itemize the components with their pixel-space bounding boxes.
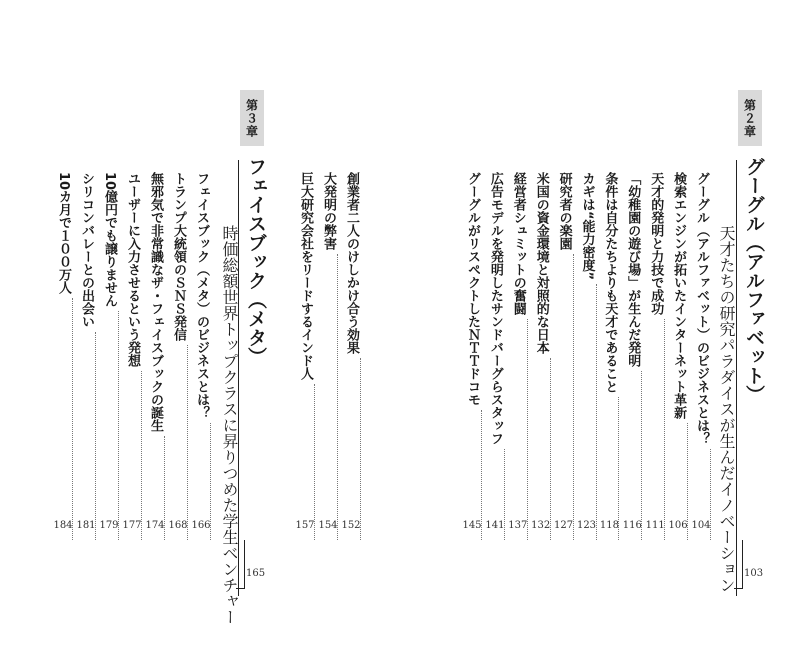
leader-dots <box>100 311 119 540</box>
leader-dots <box>319 254 338 540</box>
toc-entry <box>319 172 338 544</box>
toc-entry <box>100 172 119 544</box>
toc-entry <box>600 172 619 544</box>
toc-entry-label: 10カ月で１００万人 <box>56 172 71 295</box>
toc-entry <box>646 172 665 544</box>
toc-entry <box>486 172 505 544</box>
leader-dots <box>169 345 188 540</box>
toc-page-number: 116 <box>622 520 642 531</box>
toc-entry-label: 10億円でも譲りません <box>102 172 117 308</box>
chapter-2-title: グーグル（アルファベット） <box>743 157 765 404</box>
toc-entry-label: 広告モデルを発明したサンドバーグらスタッフ <box>487 172 503 445</box>
toc-entry <box>146 172 165 544</box>
toc-page-number: 181 <box>76 520 96 531</box>
toc-page-number: 166 <box>191 520 211 531</box>
toc-entry <box>54 172 73 544</box>
toc-entry-label: 「幼稚園の遊び場」が生んだ発明 <box>625 172 641 367</box>
chapter-3-page-bracket <box>236 540 245 589</box>
leader-dots <box>623 371 642 540</box>
toc-entry-label: グーグルがリスペクトしたＮＴＴドコモ <box>465 172 480 406</box>
toc-entry <box>77 172 96 544</box>
toc-entry-label: トランプ大統領のＳＮＳ発信 <box>171 172 186 341</box>
toc-page-number: 123 <box>576 520 597 531</box>
toc-entry <box>623 172 642 544</box>
toc-entry <box>509 172 528 544</box>
toc-page-number: 111 <box>645 520 665 531</box>
leader-dots <box>54 298 73 540</box>
toc-entry <box>123 172 142 544</box>
toc-entry <box>192 172 211 544</box>
toc-entry <box>342 172 361 544</box>
toc-page-number: 127 <box>554 520 574 531</box>
toc-page-number: 141 <box>485 520 505 531</box>
toc-entry-label: グーグル（アルファベット）のビジネスとは？ <box>694 172 709 445</box>
chapter-3-tab: 第３章 <box>240 90 264 146</box>
leader-dots <box>555 254 574 540</box>
toc-page-number: 145 <box>462 520 482 531</box>
leader-dots <box>532 358 551 540</box>
toc-entry-label: 無邪気で非常識なザ・フェイスブックの誕生 <box>148 172 163 432</box>
toc-entry-label: シリコンバレーとの出会い <box>79 172 94 328</box>
leader-dots <box>600 397 619 540</box>
toc-entry <box>692 172 711 544</box>
toc-entry <box>578 172 597 544</box>
toc-entry-label: 大発明の弊害 <box>321 172 336 250</box>
toc-page-number: 179 <box>99 520 119 531</box>
toc-entry-label: ユーザーに入力させるという発想 <box>125 172 140 367</box>
toc-entry-label: 経営者シュミットの奮闘 <box>510 172 526 315</box>
toc-page-number: 177 <box>122 520 142 531</box>
chapter-3-title: フェイスブック（メタ） <box>245 157 267 366</box>
chapter-3-subtitle: 時価総額世界トップクラスに昇りつめた学生ベンチャー <box>220 225 239 625</box>
toc-page-number: 132 <box>531 520 551 531</box>
toc-page-number: 152 <box>341 520 361 531</box>
toc-entry-label: カギは“能力密度” <box>579 172 595 281</box>
chapter-2-page-number: 103 <box>744 568 764 579</box>
toc-entry-label: 巨大研究会社をリードするインド人 <box>298 172 313 380</box>
toc-entry-label: 創業者二人のけしかけ合う効果 <box>344 172 359 354</box>
toc-entry <box>555 172 574 544</box>
toc-entry-label: 条件は自分たちよりも天才であること <box>602 172 618 393</box>
toc-entry <box>463 172 482 544</box>
toc-page-number: 174 <box>145 520 165 531</box>
toc-page-number: 157 <box>295 520 315 531</box>
toc-page-number: 118 <box>599 520 619 531</box>
chapter-2-page-bracket <box>734 540 743 589</box>
toc-page-number: 168 <box>168 520 188 531</box>
toc-entry <box>169 172 188 544</box>
leader-dots <box>123 371 142 540</box>
toc-entry-label: 研究者の楽園 <box>556 172 572 250</box>
leader-dots <box>296 384 315 540</box>
toc-page-number: 137 <box>508 520 528 531</box>
toc-page-number: 104 <box>691 520 711 531</box>
toc-entry <box>296 172 315 544</box>
leader-dots <box>578 284 597 540</box>
chapter-2-tab: 第２章 <box>738 90 762 146</box>
toc-page-number: 106 <box>668 520 688 531</box>
leader-dots <box>646 319 665 540</box>
leader-dots <box>77 332 96 540</box>
toc-entry-label: フェイスブック（メタ）のビジネスとは？ <box>194 172 209 419</box>
chapter-3-page-number: 165 <box>246 568 266 579</box>
toc-entry <box>532 172 551 544</box>
toc-entry <box>669 172 688 544</box>
toc-page-number: 184 <box>53 520 73 531</box>
toc-page-number: 154 <box>318 520 338 531</box>
chapter-2-subtitle: 天才たちの研究パラダイスが生んだイノベーション <box>717 225 736 593</box>
leader-dots <box>342 358 361 540</box>
toc-entry-label: 検索エンジンが拓いたインターネット革新 <box>671 172 687 419</box>
toc-entry-label: 天才的発明と力技で成功 <box>648 172 664 315</box>
toc-entry-label: 米国の資金環境と対照的な日本 <box>533 172 549 354</box>
leader-dots <box>509 319 528 540</box>
